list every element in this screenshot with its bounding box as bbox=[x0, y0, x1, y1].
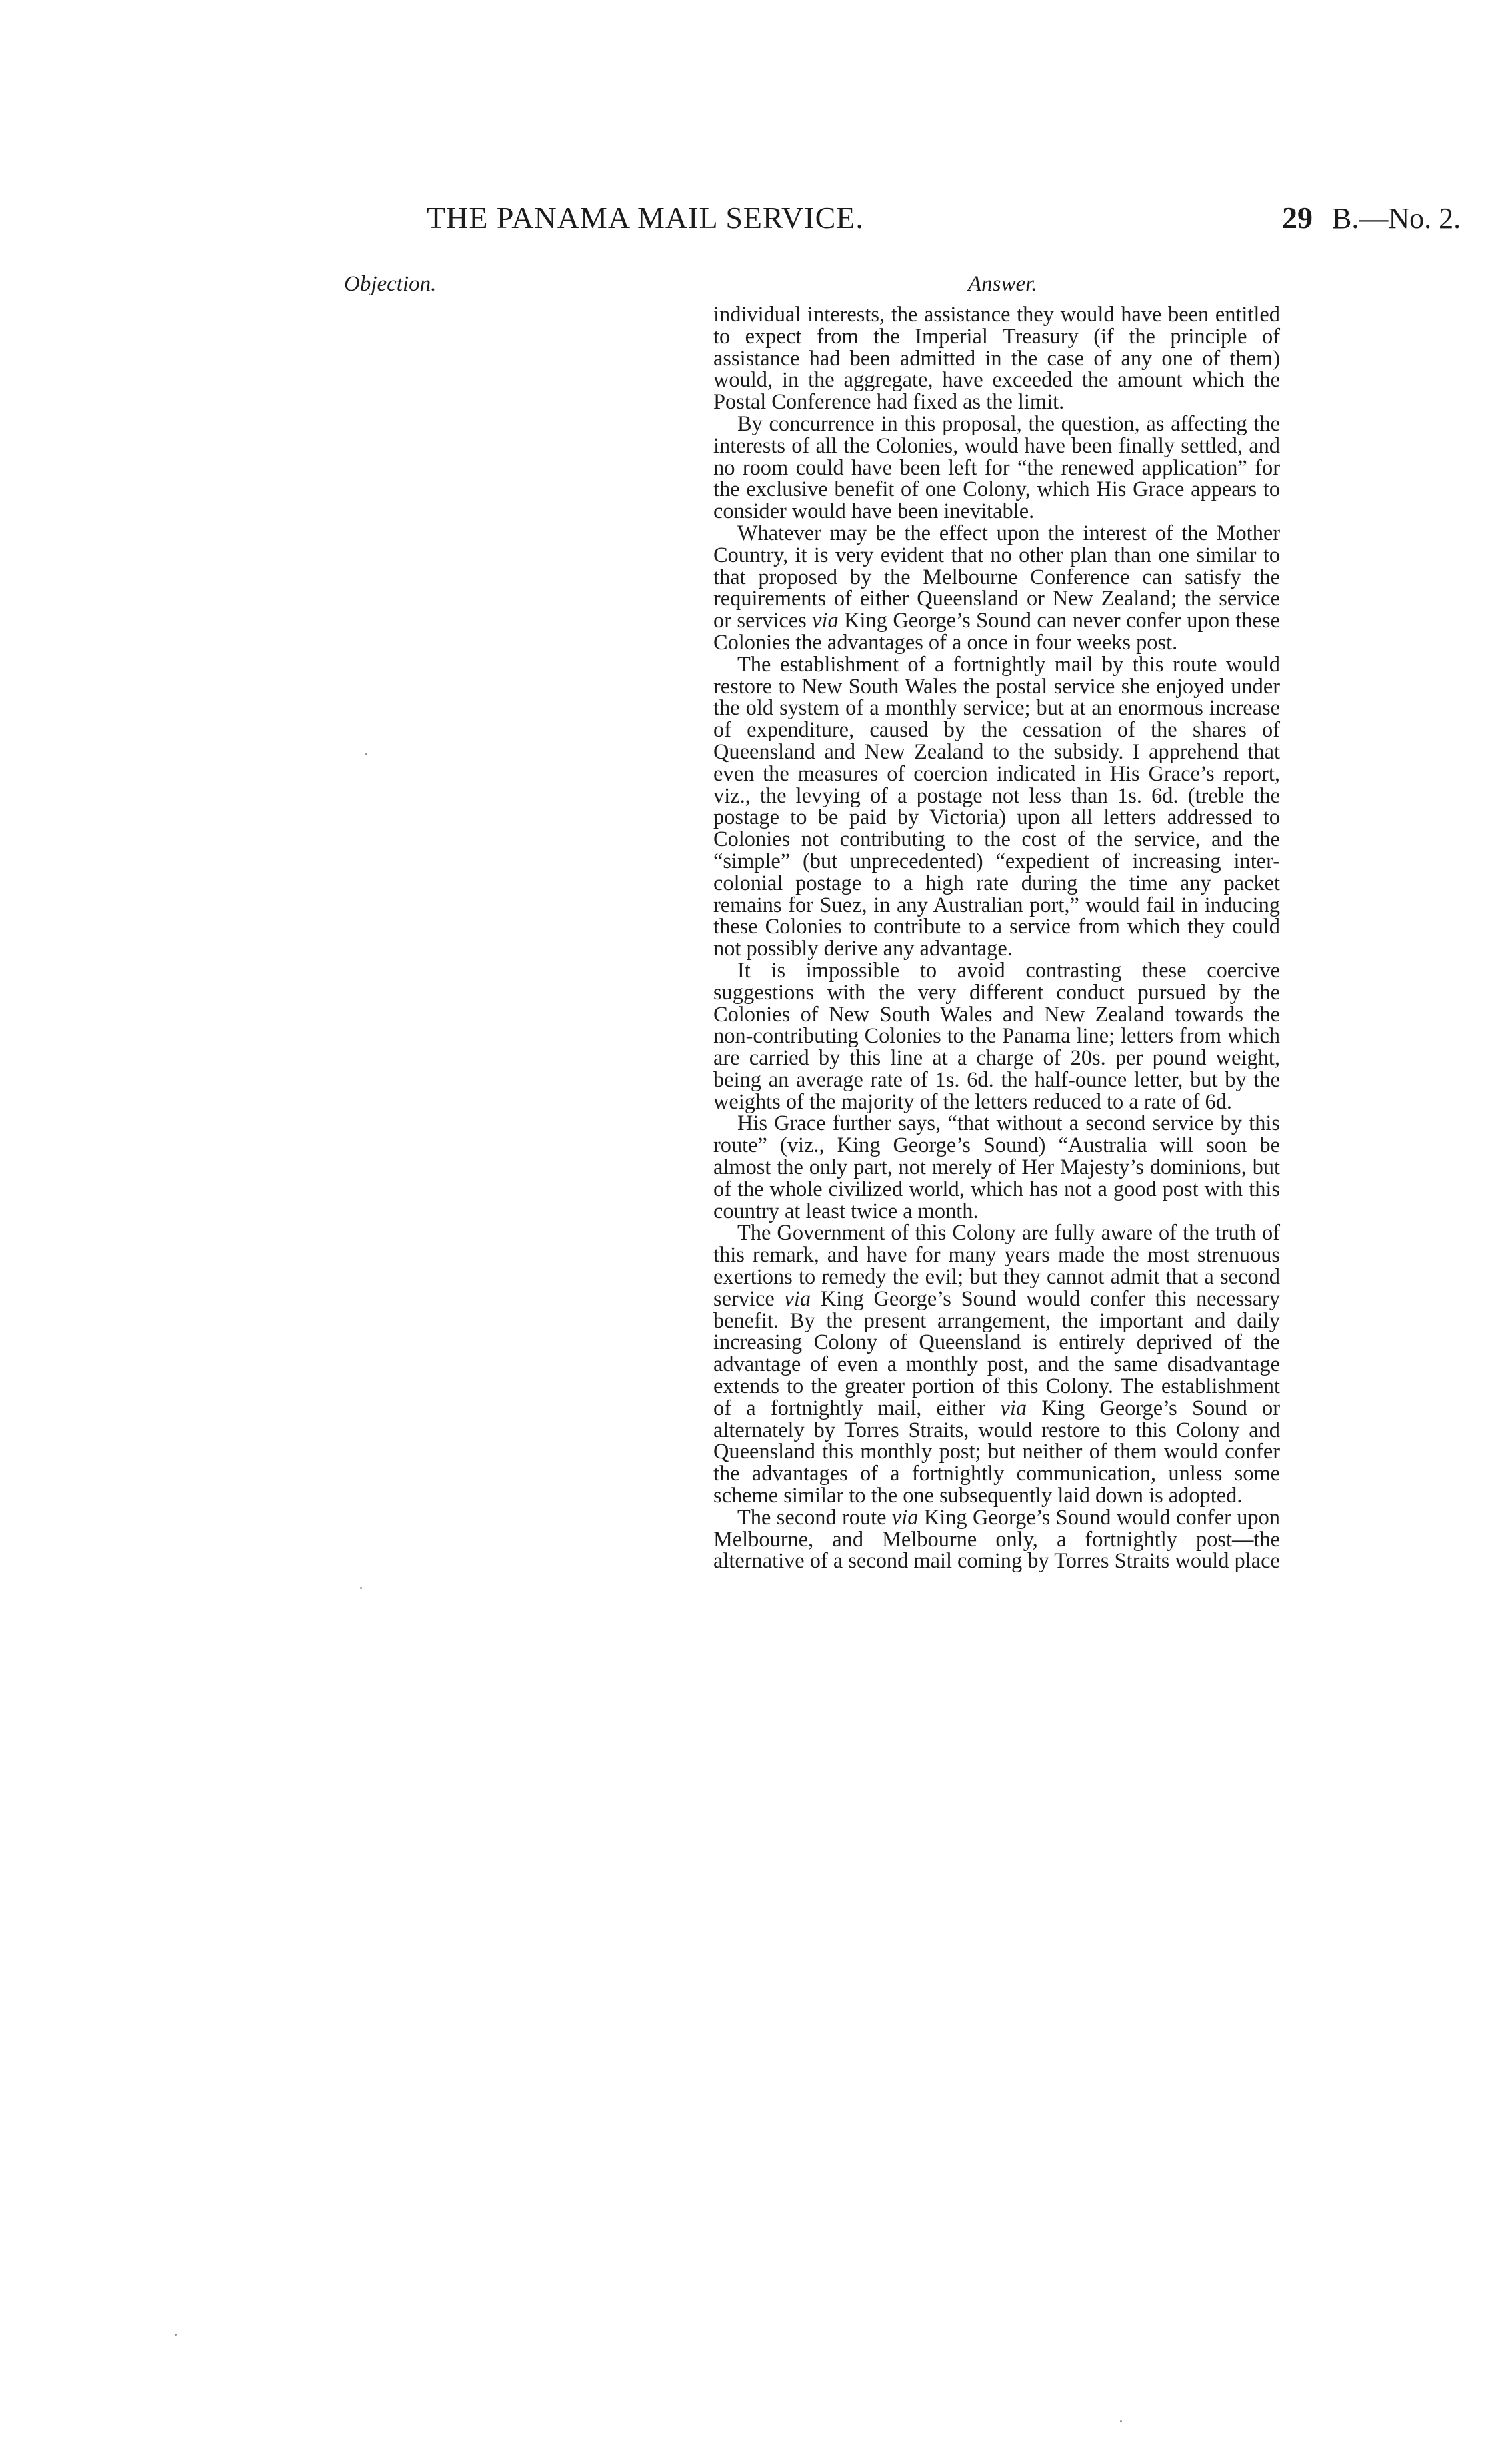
text-run: King George’s Sound can never confer upon these Colonies the advantages of a once in four weeks post. bbox=[713, 609, 1280, 655]
italic-term: via bbox=[891, 1505, 919, 1530]
answer-paragraph: His Grace further says, “that without a second service by this route” (viz., King George’s Sound) “Australia will soon be almost the only part, not merely of Her Majesty’s dominions, but of the whole civilized world, which has not a good post with this country at least twice a month. bbox=[713, 1111, 1280, 1223]
running-title: THE PANAMA MAIL SERVICE. bbox=[427, 201, 864, 235]
answer-paragraph: The establishment of a fortnightly mail by this route would restore to New South Wales the postal service she enjoyed under the old system of a monthly service; but at an enormous increase of expenditure, caused by the cessation of the shares of Queensland and New Zealand to the subsidy. I apprehend that even the measures of coercion indicated in His Grace’s report, viz., the levying of a postage not less than 1s. 6d. (treble the postage to be paid by Victoria) upon all letters addressed to Colonies not contributing to the cost of the service, and the “simple” (but unprecedented) “expedient of increasing inter-colonial postage to a high rate during the time any packet remains for Suez, in any Australian port,” would fail in inducing these Colonies to contribute to a service from which they could not possibly derive any advantage. bbox=[713, 652, 1280, 961]
answer-paragraph: By concurrence in this proposal, the question, as affecting the interests of all the Colonies, would have been finally settled, and no room could have been left for “the renewed application” for the exclusive benefit of one Colony, which His Grace appears to consider would have been inevitable. bbox=[713, 411, 1280, 524]
page-number: 29 bbox=[1282, 201, 1313, 235]
text-run: The Government of this Colony are fully aware of the truth of this remark, and have for many years made the most strenuous exertions to remedy the evil; but they cannot admit that a second service bbox=[713, 1221, 1280, 1311]
answer-column-heading: Answer. bbox=[968, 272, 1037, 296]
answer-paragraph bbox=[713, 523, 1280, 654]
scan-speck bbox=[175, 2334, 177, 2336]
italic-term: via bbox=[784, 1286, 811, 1311]
text-run: King George’s Sound or alternately by Torres Straits, would restore to this Colony and Queensland this monthly post; but neither of them would confer the advantages of a fortnightly communication, unless some scheme similar to the one subsequently laid down is adopted. bbox=[713, 1396, 1280, 1508]
scan-speck bbox=[365, 753, 367, 755]
scan-speck bbox=[360, 1587, 362, 1589]
answer-column-text bbox=[713, 304, 1280, 1572]
answer-paragraph bbox=[713, 1507, 1280, 1572]
text-run: Whatever may be the effect upon the interest of the Mother Country, it is very evident that no other plan than one similar to that proposed by the Melbourne Conference can satisfy the requirements of either Queensland or New Zealand; the service or services bbox=[713, 521, 1280, 633]
text-run: King George’s Sound would confer upon Melbourne, and Melbourne only, a fortnightly post—the alternative of a second mail coming by Torres Straits would place bbox=[713, 1505, 1280, 1574]
answer-paragraph: It is impossible to avoid contrasting these coercive suggestions with the very different conduct pursued by the Colonies of New South Wales and New Zealand towards the non-contributing Colonies to the Panama line; letters from which are carried by this line at a charge of 20s. per pound weight, being an average rate of 1s. 6d. the half-ounce letter, but by the weights of the majority of the letters reduced to a rate of 6d. bbox=[713, 958, 1280, 1114]
objection-column-heading: Objection. bbox=[344, 272, 437, 296]
italic-term: via bbox=[1000, 1396, 1027, 1420]
document-reference: B.—No. 2. bbox=[1332, 202, 1461, 235]
italic-term: via bbox=[812, 609, 839, 633]
answer-paragraph: individual interests, the assistance they would have been entitled to expect from the Imperial Treasury (if the principle of assistance had been admitted in the case of any one of them) would, in the aggregate, have exceeded the amount which the Postal Conference had fixed as the limit. bbox=[713, 303, 1280, 415]
text-run: The second route bbox=[737, 1505, 892, 1530]
scan-speck bbox=[1120, 2420, 1122, 2422]
answer-paragraph bbox=[713, 1222, 1280, 1506]
text-run: King George’s Sound would confer this necessary benefit. By the present arrangement, the important and daily increasing Colony of Queensland is entirely deprived of the advantage of even a monthly post, and the same disadvantage extends to the greater portion of this Colony. The establishment of a fortnightly mail, either bbox=[713, 1286, 1280, 1420]
